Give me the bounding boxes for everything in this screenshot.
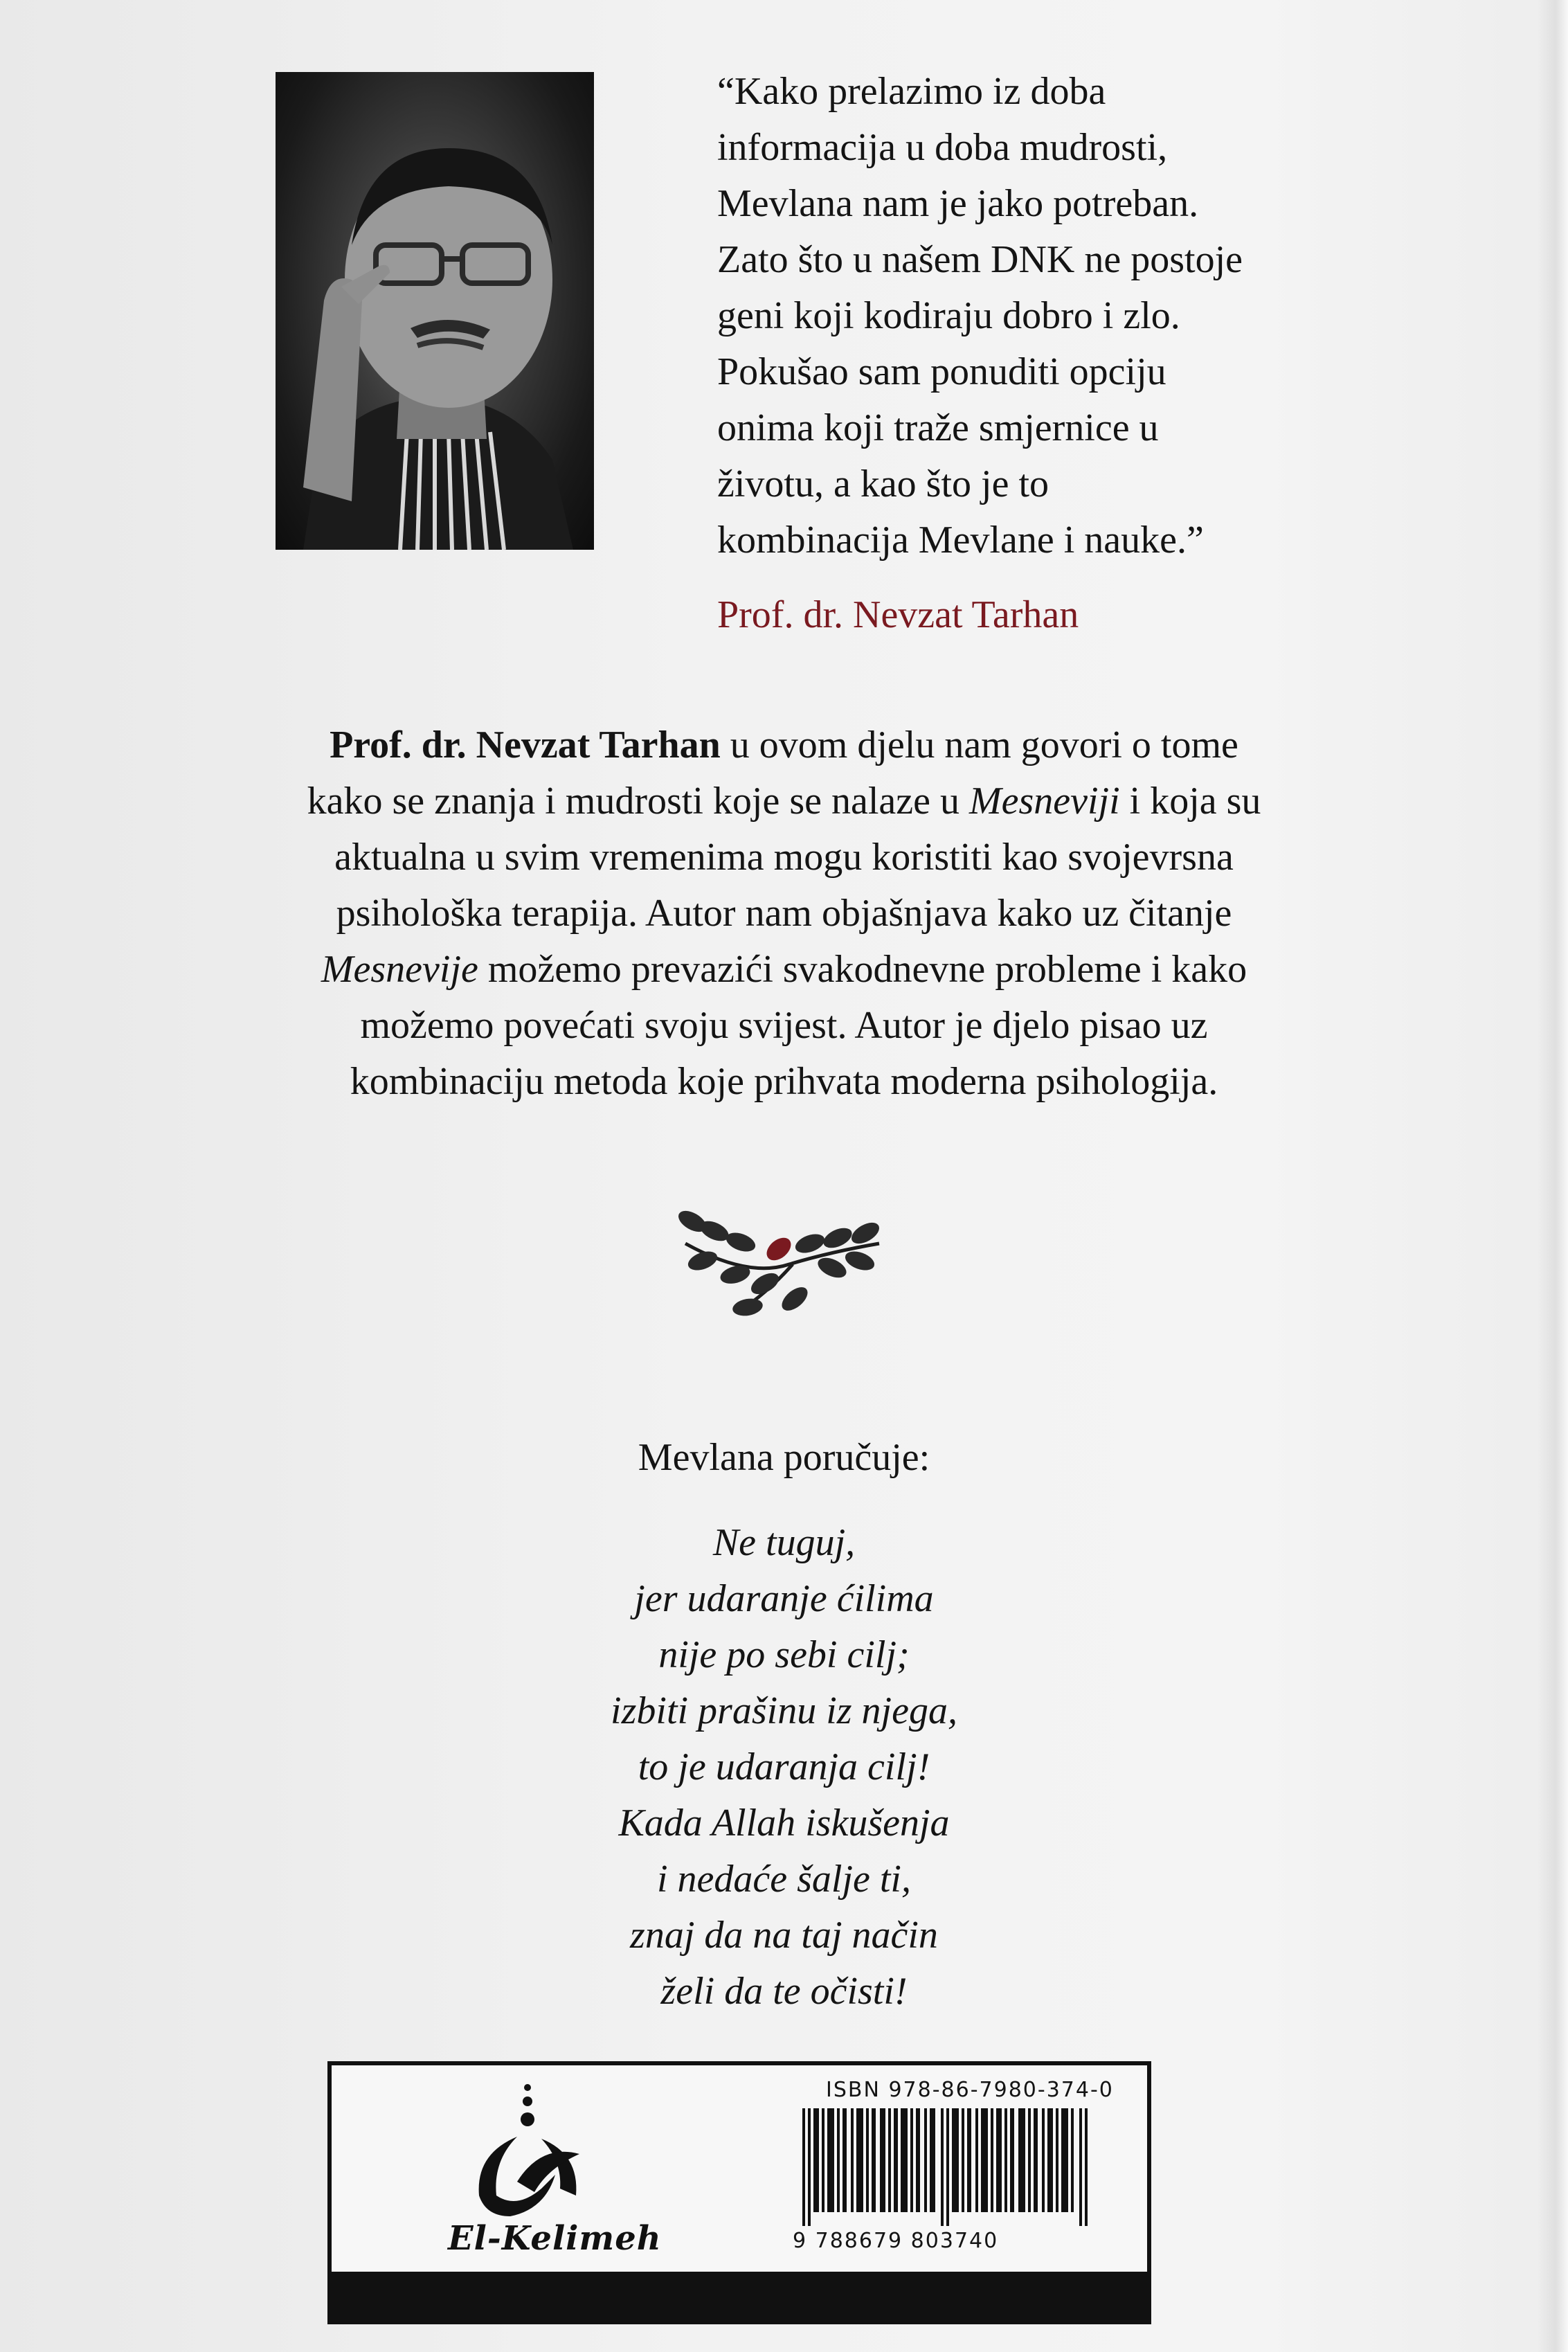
bottom-bar <box>332 2272 1147 2320</box>
publisher-logo-text: El-Kelimeh <box>448 2219 662 2258</box>
quote-line: Zato što u našem DNK ne postoje <box>717 238 1243 281</box>
quote-line: onima koji traže smjernice u <box>717 406 1159 449</box>
olive-branch-icon <box>672 1195 886 1320</box>
description-line: aktualna u svim vremenima mogu koristiti kao svojevrsna <box>334 836 1234 879</box>
quote-line: životu, a kao što je to <box>717 463 1049 505</box>
book-description <box>208 717 1360 1110</box>
author-photo <box>276 72 594 550</box>
poem-intro: Mevlana poručuje: <box>638 1436 930 1479</box>
barcode <box>802 2108 1093 2226</box>
quote-line: Pokušao sam ponuditi opciju <box>717 350 1166 393</box>
author-name-bold: Prof. dr. Nevzat Tarhan <box>330 724 721 766</box>
description-line: možemo povećati svoju svijest. Autor je djelo pisao uz <box>360 1004 1208 1047</box>
author-quote <box>717 64 1326 568</box>
description-line: psihološka terapija. Autor nam objašnjava kako uz čitanje <box>336 892 1232 935</box>
description-text: i koja su <box>1119 780 1261 823</box>
description-text: možemo prevazići svakodnevne probleme i kako <box>478 948 1247 991</box>
publisher-box <box>327 2061 1151 2324</box>
description-line <box>208 942 1360 998</box>
quote-attribution: Prof. dr. Nevzat Tarhan <box>717 593 1079 636</box>
description-line: kombinaciju metoda koje prihvata moderna psihologija. <box>350 1060 1218 1103</box>
quote-line: geni koji kodiraju dobro i zlo. <box>717 294 1180 337</box>
description-text: u ovom djelu nam govori o tome <box>720 724 1238 766</box>
description-line <box>208 773 1360 829</box>
book-title-italic: Mesneviji <box>968 780 1120 823</box>
poem-line: želi da te očisti! <box>660 1970 908 2013</box>
poem-line: jer udaranje ćilima <box>634 1577 934 1620</box>
poem-line: Ne tuguj, <box>712 1521 856 1564</box>
book-title-italic: Mesnevije <box>321 948 478 991</box>
quote-line: informacija u doba mudrosti, <box>717 126 1168 169</box>
poem-line: izbiti prašinu iz njega, <box>611 1689 957 1732</box>
quote-line: kombinacija Mevlane i nauke.” <box>717 519 1204 562</box>
barcode-number: 9 788679 803740 <box>793 2229 999 2253</box>
poem <box>0 1515 1568 2020</box>
poem-line: znaj da na taj način <box>630 1914 938 1957</box>
poem-line: to je udaranja cilj! <box>638 1745 930 1788</box>
poem-line: Kada Allah iskušenja <box>618 1802 950 1844</box>
poem-line: nije po sebi cilj; <box>658 1633 910 1676</box>
description-text: kako se znanja i mudrosti koje se nalaze u <box>307 780 969 823</box>
quote-line: “Kako prelazimo iz doba <box>717 70 1106 113</box>
quote-line: Mevlana nam je jako potreban. <box>717 182 1199 225</box>
poem-line: i nedaće šalje ti, <box>656 1858 911 1901</box>
isbn-label: ISBN 978-86-7980-374-0 <box>826 2078 1114 2102</box>
description-line <box>208 717 1360 773</box>
